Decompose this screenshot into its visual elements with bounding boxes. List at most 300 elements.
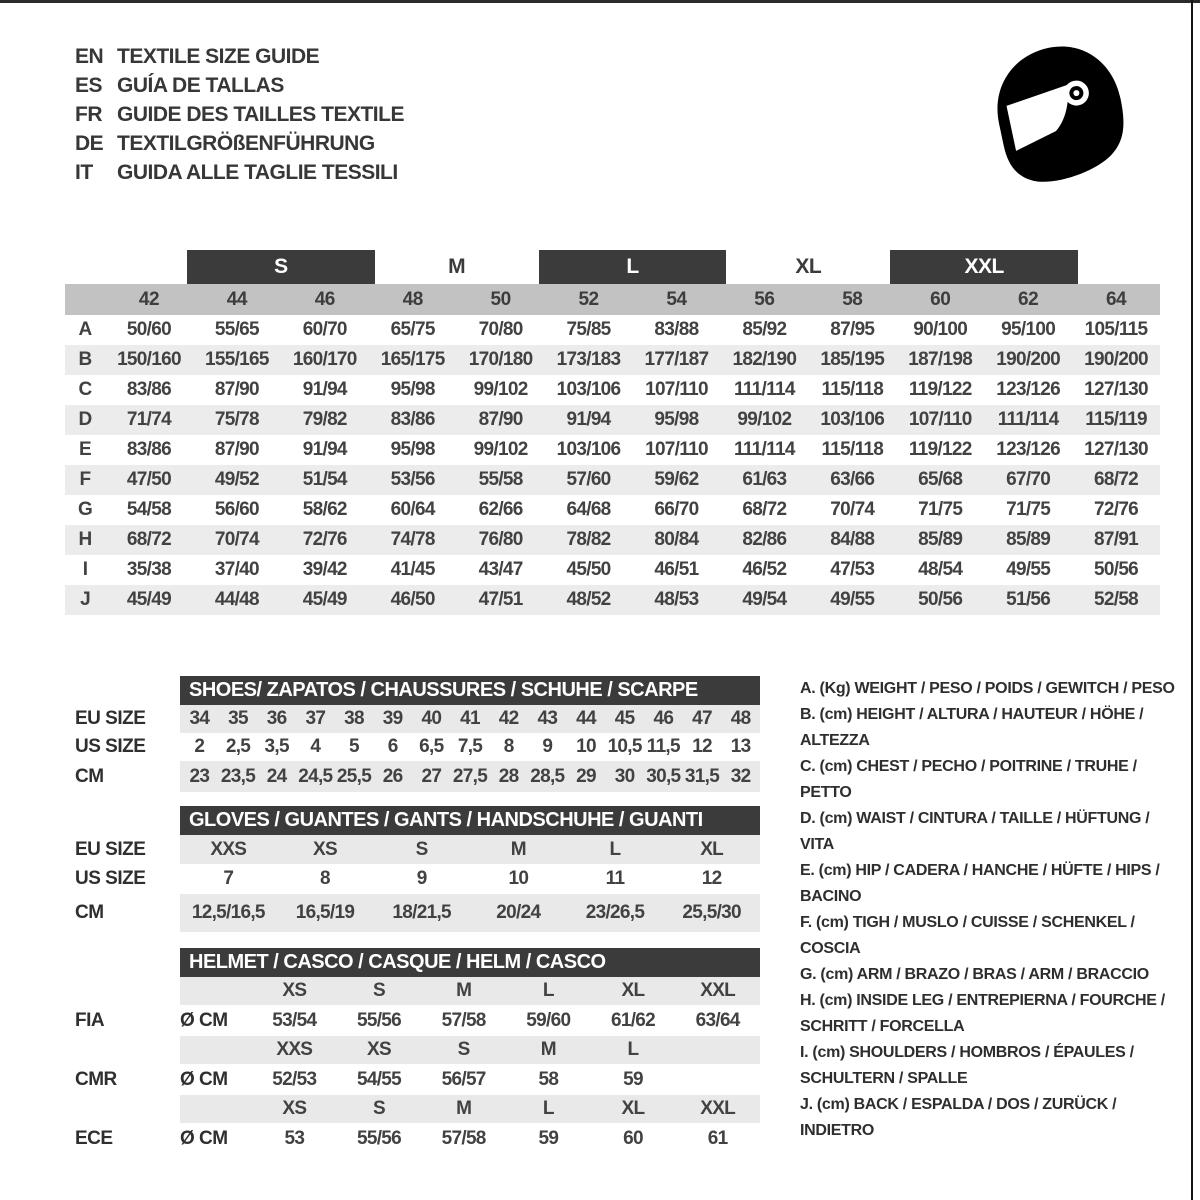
helmet-value-row-cmr [65,1064,760,1095]
size-value: 9 [416,868,427,889]
helmet-size-label: XXL [700,980,736,1001]
measurement-value: 105/115 [1084,319,1148,340]
size-value: S [415,838,428,860]
measurement-value: 103/106 [820,409,885,430]
measurement-value: 91/94 [302,439,347,460]
size-value: 37 [305,708,326,729]
measurement-value: 67/70 [1006,469,1051,490]
helmet-size-value: 60 [623,1127,643,1149]
measurement-value: 190/200 [1084,349,1148,370]
measurement-value: 68/72 [1094,469,1139,490]
measurement-value: 72/76 [302,529,347,550]
measurement-value: 71/75 [1006,499,1051,520]
size-value: XXS [210,838,247,860]
measurement-value: 150/160 [117,349,181,370]
measurement-value: 99/102 [473,439,528,460]
measurement-value: 58/62 [302,499,347,520]
measurement-value: 49/55 [830,589,875,610]
size-value: 7,5 [457,736,483,757]
measurement-value: 60/70 [302,319,347,340]
measurement-value: 95/98 [390,379,435,400]
measurement-value: 75/78 [214,409,259,430]
helmet-size-row-fia [65,977,760,1005]
measurement-value: 87/90 [214,379,259,400]
size-value: XL [700,838,724,860]
size-row-cm [65,761,760,792]
measurement-value: 51/54 [302,469,347,490]
measurement-value: 46/50 [390,589,435,610]
row-letter-i: I [82,559,88,580]
size-value: 6,5 [419,736,444,757]
helmet-size-row-ece [65,1095,760,1123]
language-title: GUIDE DES TAILLES TEXTILE [117,102,404,126]
numeric-size-42: 42 [138,288,160,310]
size-value: 30,5 [646,765,681,787]
size-value: 23,5 [220,765,256,787]
gloves-table-rows [65,835,760,932]
size-band-l: L [539,250,727,284]
size-value: 2 [194,736,205,757]
numeric-size-52: 52 [578,288,599,310]
measurement-value: 185/195 [820,349,885,370]
helmet-table-rows [65,977,760,1154]
language-row [75,100,404,129]
measurement-value: 123/126 [996,379,1060,400]
numeric-row-spacer [65,284,105,315]
measurement-value: 95/100 [1001,319,1056,340]
helmet-size-value: 52/53 [272,1068,317,1090]
measurement-value: 50/56 [1094,559,1139,580]
measurement-value: 51/56 [1006,589,1051,610]
size-value: 48 [730,708,751,729]
language-title: TEXTILGRÖßENFÜHRUNG [117,131,375,155]
size-value: 3,5 [264,736,289,757]
measurement-value: 127/130 [1084,379,1148,400]
measurement-value: 107/110 [645,439,708,460]
size-value: 20/24 [496,902,541,923]
measurement-value: 83/88 [654,319,699,340]
size-value: 29 [576,765,596,787]
measurement-value: 49/55 [1006,559,1051,580]
measurement-value: 57/60 [566,469,611,490]
numeric-size-54: 54 [666,288,687,310]
measurement-value: 65/68 [918,469,963,490]
measurement-value: 60/64 [390,499,435,520]
row-label: CM [75,765,104,787]
measurement-value: 66/70 [654,499,699,520]
language-row [75,129,404,158]
helmet-size-value: 61/62 [610,1009,656,1031]
size-value: M [510,838,526,860]
size-value: 27 [421,765,442,787]
size-value: 10 [508,868,529,889]
measurement-value: 74/78 [390,529,435,550]
top-border-line [0,0,1200,3]
row-letter-a: A [78,319,92,340]
size-value: 40 [421,708,442,729]
numeric-size-48: 48 [402,288,423,310]
measurement-value: 47/53 [830,559,875,580]
measurement-value: 91/94 [302,379,347,400]
language-code: FR [75,102,102,126]
helmet-icon-svg [975,35,1145,200]
size-value: 32 [730,765,751,787]
measurement-value: 50/56 [918,589,963,610]
measurement-rows [65,315,1160,615]
measurement-value: 115/119 [1085,409,1147,430]
legend-item-g: G. (cm) ARM / BRAZO / BRAS / ARM / BRACCIO [800,966,1149,983]
measurement-value: 68/72 [742,499,787,520]
measurement-value: 95/98 [390,439,435,460]
measurement-value: 53/56 [390,469,435,490]
row-label: EU SIZE [75,838,146,860]
measurement-row-b [65,345,1160,375]
size-row-us-size [65,733,760,761]
helmet-size-label: S [457,1039,470,1060]
size-value: 42 [498,708,519,729]
legend-item-e: E. (cm) HIP / CADERA / HANCHE / HÜFTE / HIPS / BACINO [800,862,1160,905]
language-code: DE [75,131,104,155]
helmet-size-value: 59/60 [526,1009,571,1031]
measurement-value: 99/102 [473,379,528,400]
helmet-size-label: M [456,1098,472,1119]
measurement-value: 83/86 [126,439,171,460]
numeric-size-row [65,284,1160,315]
measurement-value: 48/54 [918,559,963,580]
language-code: ES [75,73,103,97]
measurement-value: 46/51 [654,559,699,580]
measurement-value: 44/48 [214,589,259,610]
measurement-value: 119/122 [908,439,972,460]
helmet-size-value: 57/58 [441,1009,486,1031]
size-value: 47 [692,708,712,729]
size-value: 45 [614,708,635,729]
measurement-value: 70/80 [478,319,523,340]
measurement-value: 85/89 [1006,529,1051,550]
measurement-value: 160/170 [292,349,357,370]
size-value: 41 [460,708,480,729]
measurement-value: 83/86 [126,379,171,400]
measurement-value: 59/62 [654,469,699,490]
measurement-row-h [65,525,1160,555]
numeric-size-56: 56 [754,288,775,310]
legend-item-c: C. (cm) CHEST / PECHO / POITRINE / TRUHE / PETTO [800,758,1137,801]
row-label: CM [75,902,104,923]
helmet-size-value: 63/64 [695,1009,740,1031]
size-value: XS [313,838,337,860]
size-value: 4 [310,736,321,757]
measurement-value: 103/106 [556,439,621,460]
size-value: 46 [653,708,674,729]
measurement-value: 119/122 [908,379,972,400]
measurement-row-j [65,585,1160,615]
diameter-unit: Ø CM [180,1127,228,1149]
language-title: GUIDA ALLE TAGLIE TESSILI [117,160,398,184]
standard-label-cmr: CMR [75,1068,117,1090]
legend-item-i: I. (cm) SHOULDERS / HOMBROS / ÉPAULES / SCHULTERN / SPALLE [800,1044,1134,1087]
measurement-value: 90/100 [913,319,968,340]
measurement-row-a [65,315,1160,345]
size-value: 13 [730,736,751,757]
measurement-value: 87/90 [214,439,259,460]
measurement-value: 39/42 [302,559,347,580]
measurement-value: 190/200 [996,349,1060,370]
measurement-value: 123/126 [996,439,1060,460]
language-row [75,42,404,71]
measurement-value: 79/82 [302,409,347,430]
size-value: 38 [344,708,364,729]
measurement-row-g [65,495,1160,525]
row-letter-g: G [77,499,93,520]
shoes-table [65,676,760,792]
measurement-value: 37/40 [214,559,259,580]
size-value: 25,5/30 [682,902,741,923]
numeric-size-60: 60 [930,288,951,310]
measurement-value: 82/86 [742,529,787,550]
measurement-value: 99/102 [737,409,792,430]
size-band-xl: XL [795,255,822,278]
helmet-size-value: 56/57 [441,1068,486,1090]
size-value: 12 [692,736,712,757]
size-row-eu-size [65,705,760,733]
helmet-size-label: XXL [700,1098,736,1119]
size-value: 39 [382,708,403,729]
size-value: 6 [387,736,398,757]
size-value: 44 [576,708,596,729]
helmet-size-row-cmr [65,1036,760,1064]
measurement-value: 46/52 [742,559,787,580]
helmet-size-label: L [627,1039,639,1060]
language-code: EN [75,44,104,68]
language-code: IT [75,160,93,184]
measurement-value: 47/50 [126,469,171,490]
measurement-value: 95/98 [654,409,699,430]
size-value: 16,5/19 [295,902,355,923]
helmet-size-label: XXS [276,1039,313,1060]
helmet-size-value: 58 [538,1068,559,1090]
size-value: 35 [228,708,248,729]
measurement-value: 187/198 [908,349,973,370]
measurement-value: 78/82 [566,529,611,550]
size-band-row [65,250,1160,284]
measurement-value: 48/53 [654,589,699,610]
helmet-size-value: 59 [623,1068,643,1090]
measurement-row-f [65,465,1160,495]
language-row [75,71,404,100]
size-value: 7 [223,868,234,889]
size-band-m: M [448,255,466,278]
shoes-table-rows [65,705,760,792]
size-value: 10,5 [607,736,642,757]
measurement-value: 55/58 [478,469,523,490]
measurement-value: 87/91 [1094,529,1139,550]
measurement-value: 83/86 [390,409,435,430]
row-letter-c: C [78,379,92,400]
size-value: 5 [349,736,359,757]
measurement-row-d [65,405,1160,435]
helmet-size-label: XL [621,1098,645,1119]
gloves-table [65,806,760,932]
measurement-value: 41/45 [390,559,435,580]
helmet-value-row-ece [65,1123,760,1154]
helmet-size-label: XS [282,1098,307,1119]
diameter-unit: Ø CM [180,1009,228,1031]
helmet-size-label: XL [621,980,645,1001]
size-value: 12,5/16,5 [191,902,265,923]
row-letter-f: F [79,469,91,490]
measurement-value: 71/75 [918,499,963,520]
language-row [75,158,404,187]
size-band-s: S [187,250,375,284]
legend-item-h: H. (cm) INSIDE LEG / ENTREPIERNA / FOURCHE / SCHRITT / FORCELLA [800,992,1165,1035]
legend-item-d: D. (cm) WAIST / CINTURA / TAILLE / HÜFTUNG / VITA [800,810,1150,853]
measurement-value: 50/60 [126,319,171,340]
helmet-value-row-fia [65,1005,760,1036]
row-letter-b: B [78,349,92,370]
size-value: 12 [701,868,722,889]
helmet-size-value: 59 [538,1127,559,1149]
language-header [75,42,404,187]
measurement-value: 45/49 [302,589,347,610]
size-value: 10 [576,736,596,757]
legend-item-j: J. (cm) BACK / ESPALDA / DOS / ZURÜCK / INDIETRO [800,1096,1117,1139]
measurement-value: 91/94 [566,409,611,430]
measurement-value: 87/90 [478,409,523,430]
size-value: 8 [320,868,330,889]
language-list [75,42,404,187]
helmet-table [65,948,760,1154]
main-size-table [65,250,1160,615]
shoes-table-title: SHOES/ ZAPATOS / CHAUSSURES / SCHUHE / SCARPE [180,676,760,705]
helmet-size-label: L [542,1098,554,1119]
numeric-size-64: 64 [1105,288,1127,310]
measurement-value: 48/52 [566,589,611,610]
size-value: 9 [542,736,553,757]
helmet-size-value: 61 [707,1127,728,1149]
size-value: 26 [382,765,403,787]
size-value: 43 [537,708,558,729]
measurement-value: 35/38 [126,559,171,580]
measurement-row-i [65,555,1160,585]
measurement-value: 103/106 [556,379,621,400]
helmet-size-label: XS [282,980,307,1001]
helmet-size-value: 53/54 [272,1009,317,1031]
measurement-value: 70/74 [214,529,259,550]
standard-label-fia: FIA [75,1009,105,1031]
numeric-size-46: 46 [314,288,335,310]
measurement-value: 182/190 [732,349,797,370]
measurement-value: 107/110 [645,379,708,400]
size-value: 24,5 [298,765,333,787]
size-value: 28 [498,765,519,787]
measurement-value: 76/80 [478,529,523,550]
measurement-value: 111/114 [734,439,795,460]
helmet-size-label: L [542,980,554,1001]
row-label: US SIZE [75,868,146,889]
size-value: 30 [614,765,635,787]
measurement-value: 85/92 [742,319,787,340]
standard-label-ece: ECE [75,1127,113,1149]
right-border-line [1191,0,1193,1200]
measurement-value: 111/114 [997,409,1059,430]
measurement-value: 80/84 [654,529,699,550]
helmet-size-value: 53 [284,1127,305,1149]
size-value: 18/21,5 [392,902,451,923]
size-band-xxl: XXL [890,250,1078,284]
size-value: 2,5 [225,736,251,757]
measurement-value: 177/187 [644,349,709,370]
measurement-value: 85/89 [918,529,963,550]
measurement-value: 52/58 [1094,589,1139,610]
gloves-table-title: GLOVES / GUANTES / GANTS / HANDSCHUHE / GUANTI [180,806,760,835]
measurement-value: 155/165 [204,349,269,370]
size-value: 27,5 [452,765,488,787]
measurement-legend [800,676,1186,1144]
size-value: L [609,838,621,860]
measurement-value: 84/88 [830,529,875,550]
size-row-cm [65,894,760,932]
helmet-icon [975,35,1145,200]
size-value: 11,5 [646,736,680,757]
helmet-size-label: S [373,1098,385,1119]
measurement-value: 70/74 [830,499,875,520]
helmet-size-label: S [373,980,385,1001]
numeric-size-44: 44 [226,288,247,310]
measurement-value: 61/63 [742,469,787,490]
row-letter-d: D [78,409,92,430]
measurement-value: 43/47 [478,559,523,580]
measurement-value: 49/52 [214,469,259,490]
measurement-value: 45/49 [126,589,171,610]
measurement-value: 65/75 [390,319,435,340]
numeric-size-58: 58 [842,288,863,310]
language-title: GUÍA DE TALLAS [117,73,284,97]
measurement-value: 56/60 [214,499,259,520]
measurement-value: 64/68 [566,499,611,520]
measurement-value: 75/85 [566,319,611,340]
measurement-row-c [65,375,1160,405]
size-row-us-size [65,864,760,894]
legend-item-b: B. (cm) HEIGHT / ALTURA / HAUTEUR / HÖHE / ALTEZZA [800,706,1144,749]
measurement-value: 127/130 [1084,439,1148,460]
helmet-size-label: M [540,1039,556,1060]
measurement-value: 68/72 [126,529,171,550]
numeric-size-50: 50 [490,288,511,310]
measurement-value: 54/58 [126,499,171,520]
measurement-value: 115/118 [821,379,884,400]
measurement-value: 55/65 [214,319,259,340]
size-value: 11 [605,868,625,889]
helmet-size-label: M [456,980,472,1001]
language-title: TEXTILE SIZE GUIDE [117,44,320,68]
measurement-value: 173/183 [556,349,621,370]
size-value: 28,5 [530,765,565,787]
legend-item-f: F. (cm) TIGH / MUSLO / CUISSE / SCHENKEL / COSCIA [800,914,1135,957]
measurement-value: 115/118 [821,439,884,460]
size-value: 25,5 [336,765,372,787]
helmet-size-value: 57/58 [441,1127,486,1149]
measurement-value: 49/54 [742,589,787,610]
size-value: 23/26,5 [585,902,645,923]
numeric-size-62: 62 [1018,288,1039,310]
size-value: 31,5 [684,765,720,787]
legend-item-a: A. (Kg) WEIGHT / PESO / POIDS / GEWITCH / PESO [800,680,1175,697]
helmet-size-value: 54/55 [356,1068,402,1090]
measurement-value: 107/110 [908,409,972,430]
measurement-value: 62/66 [478,499,523,520]
size-value: 36 [266,708,287,729]
measurement-value: 165/175 [380,349,445,370]
